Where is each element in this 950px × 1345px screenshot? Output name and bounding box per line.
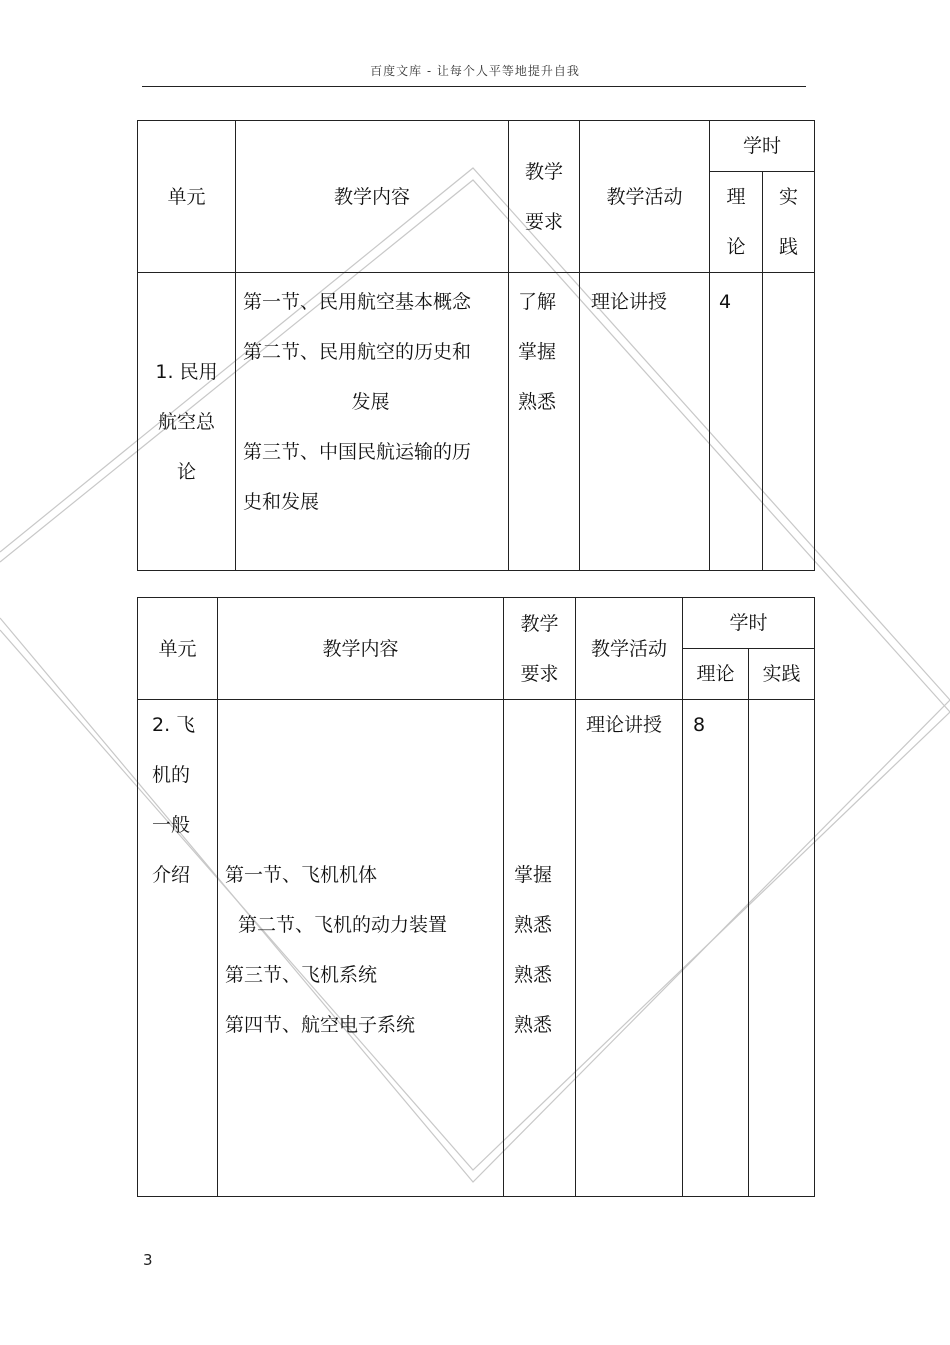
header-unit: 单元 <box>138 121 236 273</box>
unit-line: 航空总 <box>157 410 215 433</box>
unit-line: 1. 民用 <box>155 360 218 383</box>
theory-hours-cell: 4 <box>710 273 763 571</box>
content-line: 第二节、飞机的动力装置 <box>238 914 448 936</box>
header-requirement-line1: 教学 <box>520 612 559 635</box>
requirement-cell <box>509 273 580 571</box>
requirement-line: 掌握 <box>514 864 553 886</box>
header-theory: 理论 <box>683 649 749 700</box>
course-table-1 <box>137 120 815 571</box>
content-line: 第三节、飞机系统 <box>225 964 378 986</box>
header-requirement-line2: 要求 <box>524 210 563 233</box>
requirement-line: 熟悉 <box>514 1014 553 1036</box>
unit-line: 介绍 <box>152 864 191 886</box>
content-line: 史和发展 <box>243 491 320 513</box>
practice-hours-cell <box>749 700 815 1197</box>
header-practice-line2: 践 <box>779 236 799 258</box>
header-content: 教学内容 <box>218 598 504 700</box>
header-theory-line2: 论 <box>726 236 746 258</box>
header-rule <box>142 86 806 87</box>
header-hours: 学时 <box>683 598 815 649</box>
header-requirement <box>504 598 576 700</box>
course-table-2 <box>137 597 815 1197</box>
header-theory-line1: 理 <box>726 186 746 208</box>
requirement-cell <box>504 700 576 1197</box>
requirement-line: 熟悉 <box>514 964 553 986</box>
content-cell <box>218 700 504 1197</box>
header-requirement-line1: 教学 <box>524 160 563 183</box>
theory-hours-cell: 8 <box>683 700 749 1197</box>
page-header: 百度文库 - 让每个人平等地提升自我 <box>370 64 580 78</box>
header-hours: 学时 <box>710 121 815 172</box>
content-line: 第四节、航空电子系统 <box>225 1014 416 1036</box>
header-unit: 单元 <box>138 598 218 700</box>
page-number: 3 <box>143 1251 153 1269</box>
header-practice: 实践 <box>749 649 815 700</box>
requirement-line: 了解 <box>518 291 557 313</box>
content-line: 第三节、中国民航运输的历 <box>243 441 472 463</box>
unit-line: 一般 <box>152 814 191 836</box>
header-requirement-line2: 要求 <box>520 662 559 685</box>
unit-line: 论 <box>176 460 196 483</box>
unit-line: 机的 <box>152 764 191 786</box>
content-line: 发展 <box>351 391 390 413</box>
header-practice <box>763 172 815 273</box>
unit-line: 2. 飞 <box>152 714 196 736</box>
requirement-line: 掌握 <box>518 341 557 363</box>
requirement-line: 熟悉 <box>518 391 557 413</box>
content-line: 第二节、民用航空的历史和 <box>243 341 472 363</box>
content-cell <box>236 273 509 571</box>
header-requirement <box>509 121 580 273</box>
content-line: 第一节、飞机机体 <box>225 864 378 886</box>
unit-cell <box>138 273 236 571</box>
header-activity: 教学活动 <box>580 121 710 273</box>
header-theory <box>710 172 763 273</box>
practice-hours-cell <box>763 273 815 571</box>
activity-cell: 理论讲授 <box>580 273 710 571</box>
header-content: 教学内容 <box>236 121 509 273</box>
header-activity: 教学活动 <box>576 598 683 700</box>
requirement-line: 熟悉 <box>514 914 553 936</box>
content-line: 第一节、民用航空基本概念 <box>243 291 472 313</box>
unit-cell <box>138 700 218 1197</box>
header-practice-line1: 实 <box>779 186 799 208</box>
activity-cell: 理论讲授 <box>576 700 683 1197</box>
